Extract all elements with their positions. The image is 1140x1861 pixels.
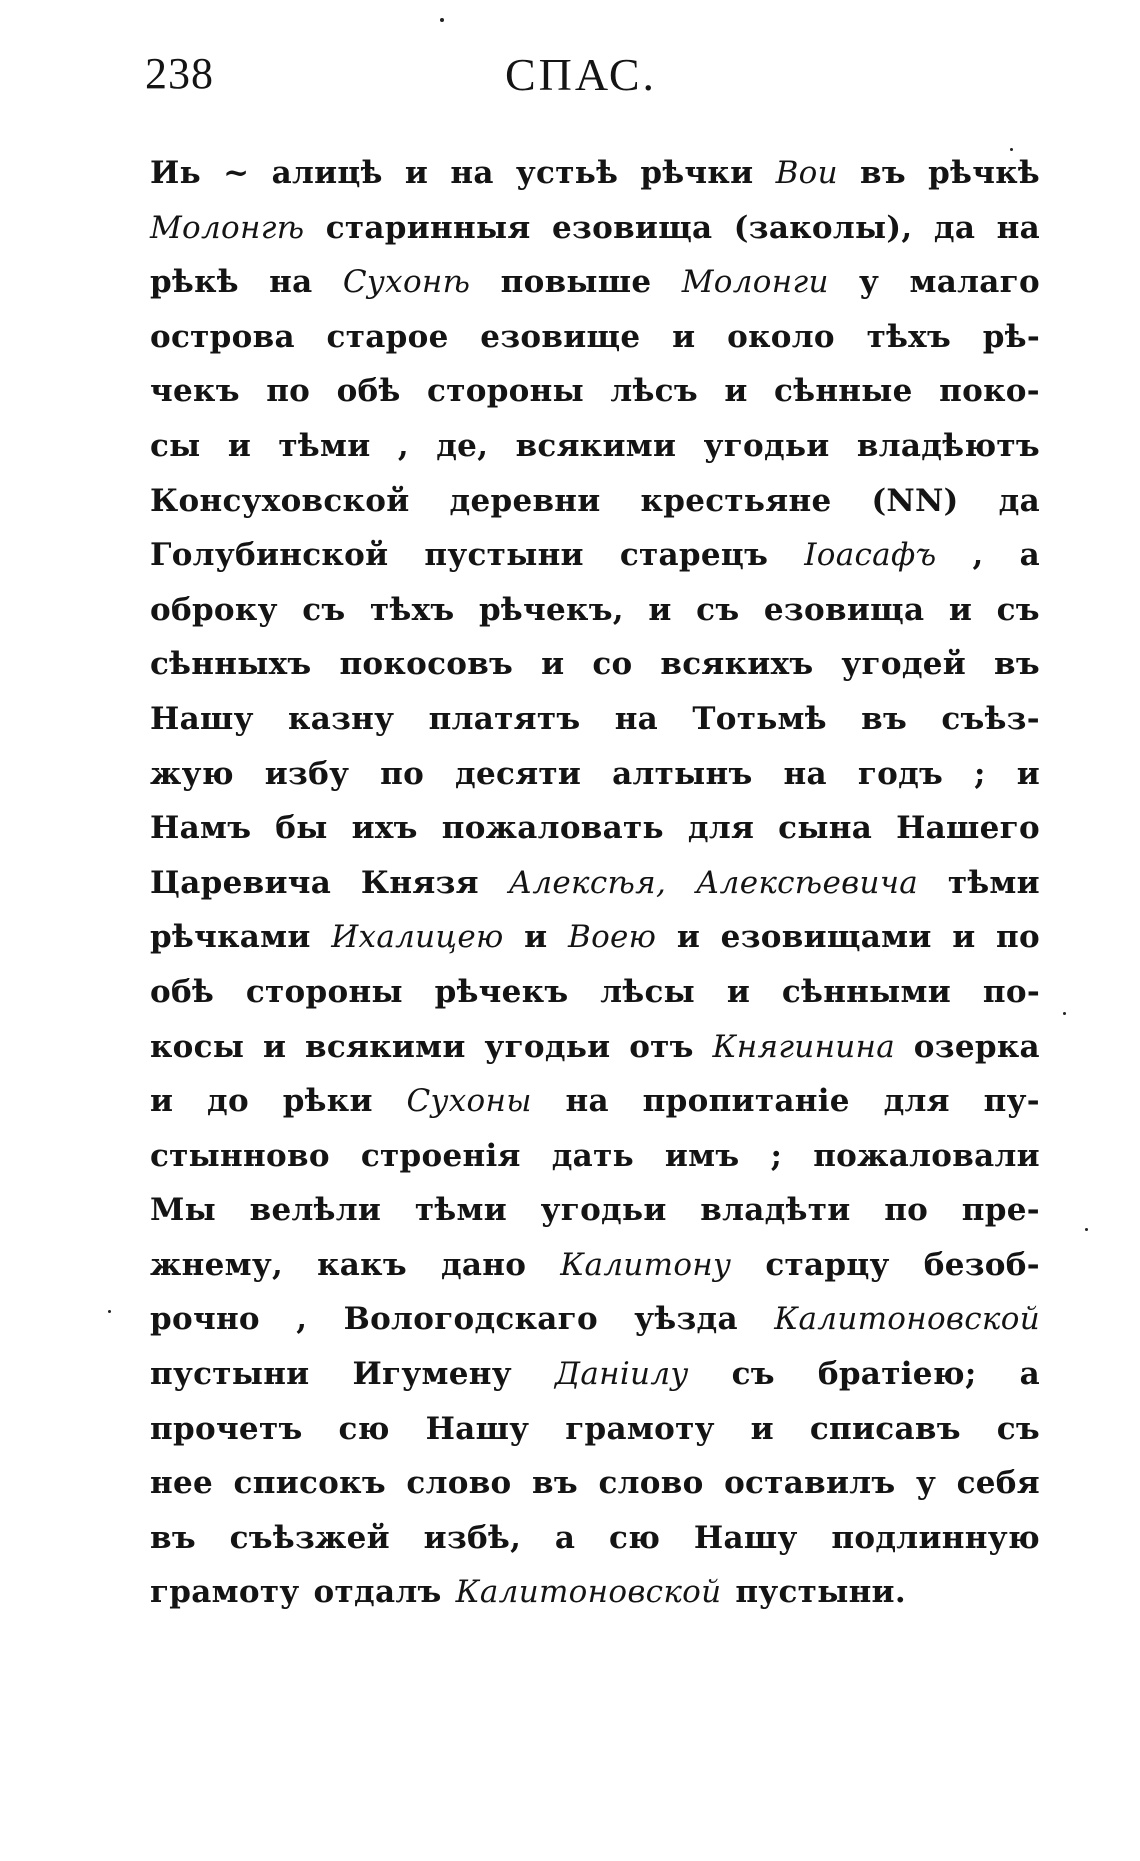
word: рѣчкѣ — [928, 155, 1040, 191]
text-line — [150, 646, 1040, 701]
word: и — [948, 591, 973, 628]
word: тѣми — [414, 1192, 507, 1229]
text-line — [150, 1465, 1040, 1520]
word: озерка — [913, 1028, 1040, 1065]
text-line — [150, 155, 1040, 210]
word: и — [726, 973, 751, 1010]
word: (заколы), — [733, 209, 913, 246]
text-line — [150, 428, 1040, 483]
word: на — [996, 209, 1040, 246]
word: нее — [150, 1465, 214, 1502]
word: пу- — [983, 1083, 1040, 1120]
word: рѣкѣ — [150, 264, 239, 301]
word: и — [750, 1410, 774, 1447]
word: съ — [731, 1356, 775, 1393]
text-line — [150, 974, 1040, 1029]
word: езовищами — [720, 919, 932, 956]
print-speck — [1010, 148, 1013, 151]
word: а — [1019, 1356, 1040, 1393]
body-text — [150, 155, 1040, 1629]
word: Тотьмѣ — [692, 700, 827, 737]
word: по — [380, 755, 425, 792]
word: и — [404, 155, 429, 191]
text-line — [150, 1301, 1040, 1356]
word: Мы — [150, 1192, 216, 1229]
text-line — [150, 1520, 1040, 1575]
word: стынново — [150, 1137, 330, 1174]
text-line — [150, 319, 1040, 374]
word: покосовъ — [339, 646, 514, 683]
word: въ — [994, 646, 1040, 683]
word: и — [648, 591, 672, 628]
word: въ — [860, 155, 906, 191]
word: грамоту — [565, 1410, 715, 1447]
word: сѣнными — [781, 973, 952, 1010]
word: алтынъ — [612, 755, 753, 792]
word: обѣ — [336, 373, 401, 410]
word: и — [227, 427, 252, 464]
word: Нашу — [693, 1519, 798, 1556]
italic-word: Іоасафъ — [804, 537, 937, 574]
word: сѣнныхъ — [150, 646, 312, 683]
text-line — [150, 264, 1040, 319]
word: велѣли — [249, 1192, 382, 1229]
word: слово — [598, 1465, 704, 1502]
word: съѣз- — [941, 700, 1040, 737]
italic-word: Даніилу — [554, 1356, 689, 1393]
word: у — [859, 264, 880, 301]
word: по — [884, 1192, 929, 1229]
word: , — [296, 1301, 308, 1338]
word: около — [727, 318, 835, 355]
word: стороны — [245, 973, 403, 1010]
word: езовище — [480, 318, 641, 355]
page-header — [145, 48, 1025, 118]
word: въ — [861, 700, 908, 737]
word: повыше — [500, 264, 652, 301]
word: въ — [150, 1519, 196, 1556]
word: рѣчекъ, — [478, 591, 624, 628]
word: жую — [150, 755, 234, 792]
word: Князя — [360, 864, 479, 901]
word: Голубинской — [150, 537, 389, 574]
word: дать — [551, 1137, 634, 1174]
word: пустыни — [150, 1356, 310, 1393]
word: сы — [150, 427, 201, 464]
word: алицѣ — [271, 155, 383, 191]
word: для — [687, 810, 755, 847]
word: угодьи — [484, 1028, 611, 1065]
italic-word: Княгинина — [712, 1028, 896, 1065]
word: сѣнные — [774, 373, 913, 410]
word: тѣхъ — [866, 318, 952, 355]
word: да — [998, 482, 1040, 519]
word: Нашу — [425, 1410, 530, 1447]
word: острова — [150, 318, 295, 355]
word: Вологодскаго — [343, 1301, 598, 1338]
word: годъ — [857, 755, 944, 792]
text-line — [150, 483, 1040, 538]
word: десяти — [455, 755, 582, 792]
italic-word: Калитоновской — [774, 1301, 1040, 1338]
running-head: СПАС. — [505, 49, 658, 100]
word: рѣчками — [150, 919, 311, 956]
word: пустыни — [424, 537, 584, 574]
word: рѣ- — [982, 318, 1040, 355]
word: старецъ — [619, 537, 769, 574]
word: тѣми — [947, 864, 1040, 901]
word: сына — [778, 810, 873, 847]
italic-word: Калитону — [560, 1246, 732, 1283]
text-line — [150, 1192, 1040, 1247]
word: строенія — [360, 1137, 521, 1174]
word: съ — [302, 591, 346, 628]
word: Иь — [150, 155, 201, 191]
italic-word: Алексѣевича — [695, 864, 919, 901]
word: угодьи — [703, 427, 830, 464]
word: обѣ — [150, 973, 215, 1010]
word: старое — [326, 318, 449, 355]
word: крестьяне — [640, 482, 832, 519]
word: ; — [770, 1137, 783, 1174]
word: пре- — [961, 1192, 1040, 1229]
word: избѣ, — [423, 1519, 522, 1556]
italic-word: Сухоны — [406, 1083, 532, 1120]
word: съ — [696, 591, 740, 628]
word: братіею; — [817, 1356, 977, 1393]
word: и — [150, 1083, 174, 1120]
word: въ — [532, 1465, 578, 1502]
text-line — [150, 210, 1040, 265]
word: всякихъ — [660, 646, 814, 683]
text-line — [150, 1247, 1040, 1302]
italic-word: Сухонѣ — [342, 264, 471, 301]
word: и — [676, 919, 701, 956]
italic-word: Вои — [775, 155, 838, 191]
italic-word: Молонги — [681, 264, 829, 301]
word: по — [996, 919, 1040, 956]
word: со — [592, 646, 633, 683]
word: стороны — [427, 373, 585, 410]
word: чекъ — [150, 373, 240, 410]
word: себя — [956, 1465, 1040, 1502]
print-speck — [440, 18, 444, 22]
word: де, — [436, 427, 489, 464]
text-line — [150, 756, 1040, 811]
word: на — [783, 755, 827, 792]
text-line — [150, 701, 1040, 756]
word: казну — [288, 700, 395, 737]
text-line — [150, 1411, 1040, 1466]
word: какъ — [317, 1246, 407, 1283]
page-number: 238 — [145, 49, 214, 98]
word: лѣсы — [600, 973, 696, 1010]
word: Нашего — [896, 810, 1040, 847]
text-line — [150, 537, 1040, 592]
word: пожаловали — [813, 1137, 1040, 1174]
word: а — [1019, 537, 1040, 574]
word: оброку — [150, 591, 278, 628]
word: старцу — [765, 1246, 890, 1283]
word: езовища — [551, 209, 713, 246]
word: рѣки — [282, 1083, 373, 1120]
word: и — [262, 1028, 287, 1065]
word: и — [724, 373, 748, 410]
word: старинныя — [325, 209, 531, 246]
print-speck — [108, 1310, 111, 1313]
word: Игумену — [352, 1356, 512, 1393]
word: сю — [608, 1519, 661, 1556]
word: отдалъ — [313, 1574, 442, 1611]
word: на — [565, 1083, 609, 1120]
word: поко- — [939, 373, 1040, 410]
word: владѣютъ — [856, 427, 1040, 464]
word: Царевича — [150, 864, 332, 901]
word: дано — [440, 1246, 527, 1283]
word: косы — [150, 1028, 245, 1065]
text-line — [150, 373, 1040, 428]
word: оставилъ — [724, 1465, 896, 1502]
word: у — [915, 1465, 937, 1502]
word: съ — [996, 1410, 1040, 1447]
word: по- — [982, 973, 1040, 1010]
word: платятъ — [428, 700, 581, 737]
text-line — [150, 1356, 1040, 1411]
word: сю — [338, 1410, 390, 1447]
word: пропитаніе — [642, 1083, 850, 1120]
text-line — [150, 1138, 1040, 1193]
word: и — [541, 646, 565, 683]
text-line — [150, 592, 1040, 647]
word: пожаловать — [441, 810, 664, 847]
text-line — [150, 865, 1040, 920]
word: ихъ — [351, 810, 418, 847]
text-line — [150, 1029, 1040, 1084]
word: рочно — [150, 1301, 260, 1338]
word: тѣми — [278, 427, 371, 464]
word: езовища — [763, 591, 925, 628]
word: малаго — [909, 264, 1040, 301]
word: безоб- — [923, 1246, 1040, 1283]
word: деревни — [449, 482, 601, 519]
word: да — [933, 209, 976, 246]
word: по — [266, 373, 311, 410]
word: тѣхъ — [369, 591, 455, 628]
italic-word: Калитоновской — [455, 1574, 722, 1611]
word: а — [554, 1519, 576, 1556]
print-speck — [1085, 1228, 1088, 1231]
word: всякими — [515, 427, 677, 464]
word: прочетъ — [150, 1410, 303, 1447]
word: грамоту — [150, 1574, 300, 1611]
text-line — [150, 810, 1040, 865]
print-speck — [1063, 1012, 1066, 1015]
word: Намъ — [150, 810, 252, 847]
italic-word: Алексѣя, — [508, 864, 667, 901]
italic-word: Молонгѣ — [150, 209, 305, 246]
word: имъ — [664, 1137, 740, 1174]
word: и — [672, 318, 696, 355]
word: угодьи — [540, 1192, 667, 1229]
word: уѣзда — [634, 1301, 738, 1338]
word: , — [972, 537, 984, 574]
word: (NN) — [871, 482, 959, 519]
word: списавъ — [809, 1410, 961, 1447]
word: ~ — [223, 155, 250, 191]
text-line — [150, 919, 1040, 974]
word: и — [1016, 755, 1040, 792]
word: слово — [406, 1465, 512, 1502]
word: съ — [996, 591, 1040, 628]
word: и — [952, 919, 976, 956]
word: всякими — [304, 1028, 466, 1065]
word: для — [883, 1083, 950, 1120]
word: , — [397, 427, 409, 464]
word: отъ — [629, 1028, 694, 1065]
word: пустыни. — [735, 1574, 906, 1611]
word: Консуховской — [150, 482, 410, 519]
word: жнему, — [150, 1246, 284, 1283]
word: подлинную — [831, 1519, 1040, 1556]
word: списокъ — [233, 1465, 386, 1502]
word: бы — [275, 810, 328, 847]
word: на — [450, 155, 494, 191]
text-line — [150, 1574, 1040, 1629]
italic-word: Воею — [567, 919, 657, 956]
word: съѣзжей — [229, 1519, 390, 1556]
word: лѣсъ — [610, 373, 698, 410]
word: на — [614, 700, 659, 737]
word: до — [207, 1083, 249, 1120]
word: устьѣ — [515, 155, 619, 191]
word: ; — [974, 755, 986, 792]
word: владѣти — [700, 1192, 851, 1229]
text-line — [150, 1083, 1040, 1138]
word: угодей — [841, 646, 967, 683]
word: рѣчки — [640, 155, 754, 191]
word: на — [269, 264, 313, 301]
word: и — [524, 919, 548, 956]
word: рѣчекъ — [434, 973, 569, 1010]
word: избу — [264, 755, 350, 792]
word: Нашу — [150, 700, 254, 737]
italic-word: Ихалицею — [331, 919, 504, 956]
